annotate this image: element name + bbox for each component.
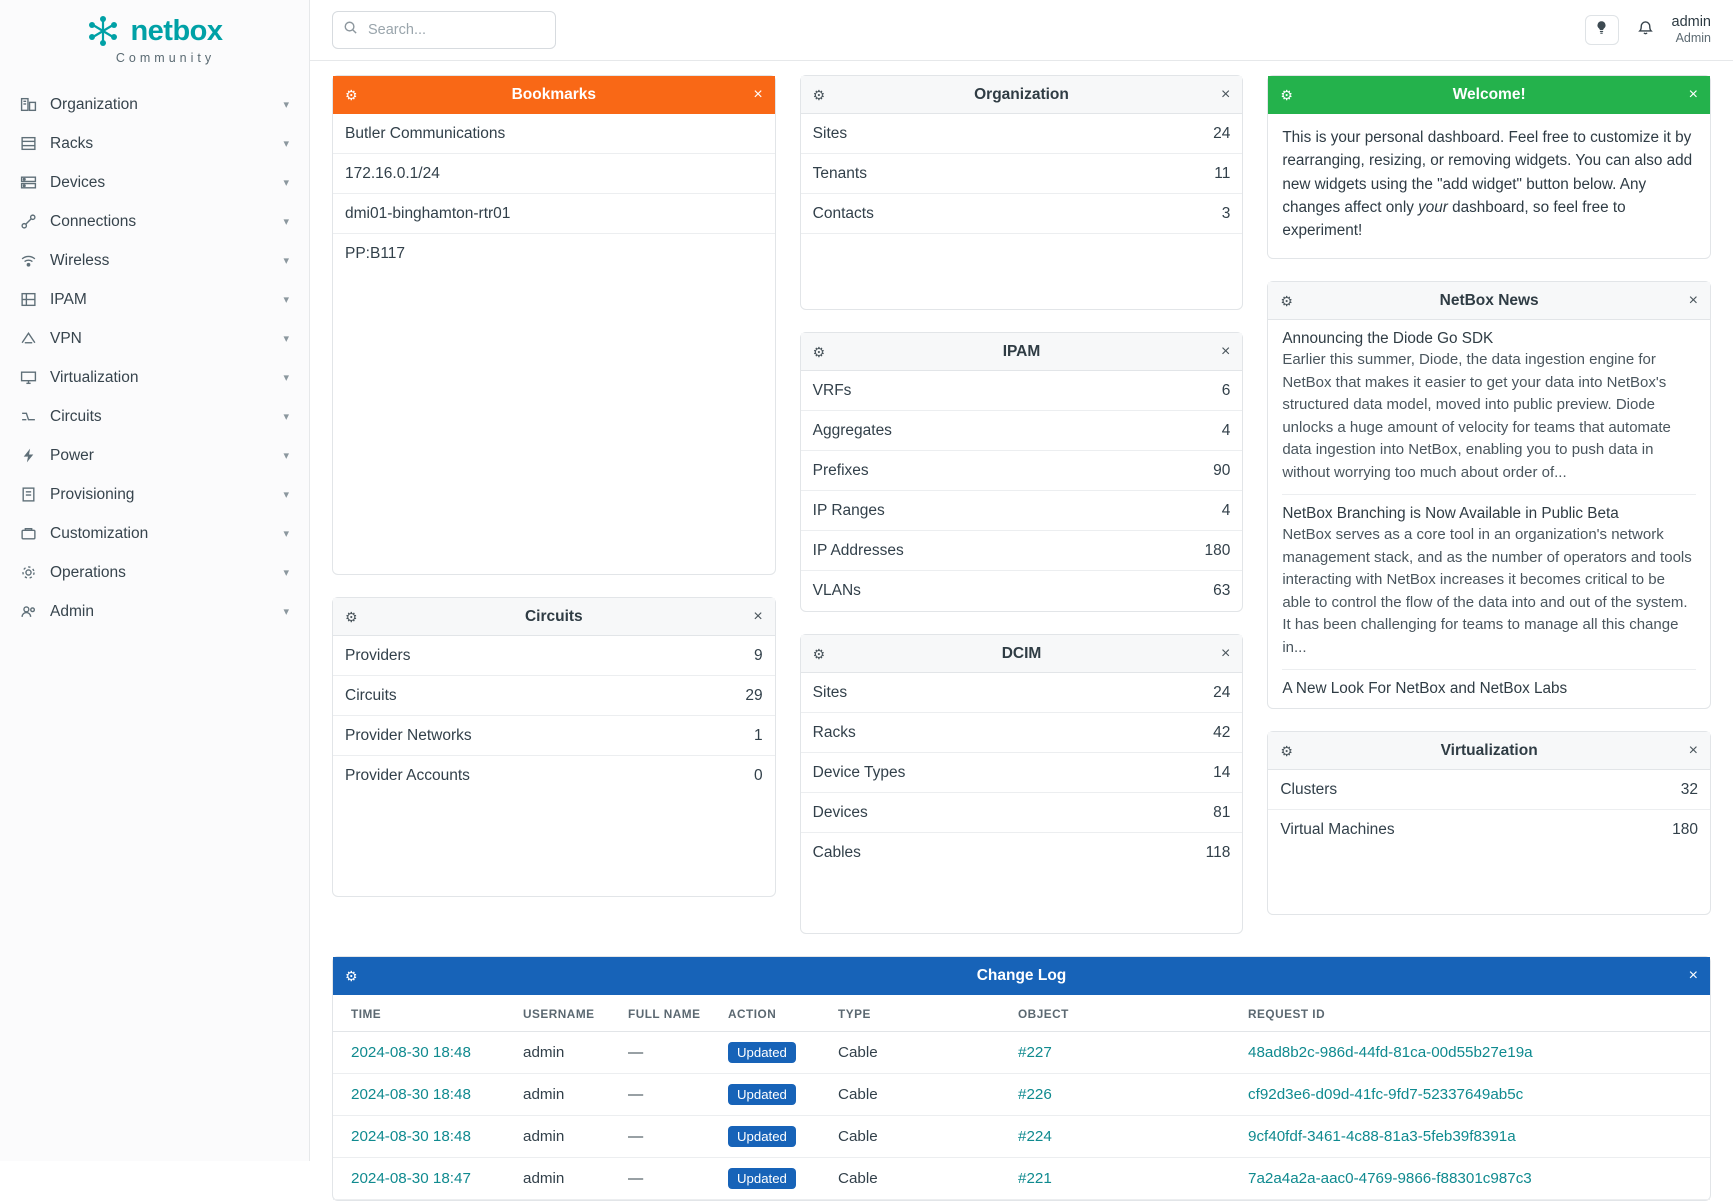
sidebar-item-circuits[interactable] — [0, 397, 309, 436]
virtualization-icon — [20, 369, 46, 386]
stat-label: IP Addresses — [812, 541, 904, 559]
stat-value: 9 — [754, 646, 763, 664]
changelog-time-link[interactable]: 2024-08-30 18:48 — [351, 1086, 471, 1103]
welcome-text-part1: This is your personal dashboard. Feel free to customize it by rearranging, resizing, or removing widgets. You can also add new widgets using the "add widget" button below. Any changes affect only — [1282, 129, 1693, 216]
list-item[interactable] — [801, 571, 1243, 611]
widget-header — [801, 635, 1243, 673]
stat-value: 180 — [1204, 541, 1231, 559]
chevron-down-icon: ▾ — [283, 372, 289, 384]
operations-icon — [20, 564, 46, 581]
close-icon[interactable]: × — [1688, 966, 1698, 984]
gear-icon[interactable]: ⚙ — [1280, 86, 1293, 103]
close-icon[interactable]: × — [1220, 644, 1231, 662]
list-item[interactable] — [801, 673, 1243, 713]
close-icon[interactable]: × — [1220, 85, 1231, 103]
news-summary: NetBox serves as a core tool in an organization's network management stack, and as the number of operators and tools interacting with NetBox increases it becomes critical to be able to control the flow of the data into and out of the system. It has been challenging for teams to manage all this change in... — [1282, 526, 1692, 656]
list-item[interactable] — [333, 756, 775, 796]
close-icon[interactable]: × — [753, 85, 763, 103]
list-item[interactable] — [801, 114, 1243, 154]
changelog-username: admin — [513, 1158, 618, 1200]
changelog-time-link[interactable]: 2024-08-30 18:48 — [351, 1128, 471, 1145]
changelog-fullname: — — [618, 1158, 718, 1200]
changelog-username: admin — [513, 1074, 618, 1116]
changelog-request-id-link[interactable]: 7a2a4a2a-aac0-4769-9866-f88301c987c3 — [1248, 1170, 1532, 1187]
widget-ipam — [800, 332, 1244, 612]
stat-value: 4 — [1221, 421, 1231, 439]
gear-icon[interactable]: ⚙ — [345, 967, 358, 984]
column-header-action[interactable]: ACTION — [718, 995, 828, 1032]
chevron-down-icon: ▾ — [283, 99, 289, 111]
chevron-down-icon: ▾ — [283, 177, 289, 189]
chevron-down-icon: ▾ — [283, 216, 289, 228]
dashboard-column-2 — [800, 75, 1244, 934]
stat-value: 42 — [1213, 723, 1231, 741]
stat-value: 29 — [745, 686, 763, 704]
stat-label: Virtual Machines — [1280, 821, 1395, 839]
chevron-down-icon: ▾ — [283, 528, 289, 540]
gear-icon[interactable]: ⚙ — [1280, 292, 1293, 309]
stat-label: Aggregates — [812, 421, 892, 439]
sidebar-item-label: Racks — [50, 134, 94, 152]
stat-value: 1 — [754, 726, 763, 744]
table-header-row — [333, 995, 1710, 1032]
dashboard-column-1 — [332, 75, 776, 897]
changelog-object-link[interactable]: #226 — [1018, 1086, 1052, 1103]
status-badge: Updated — [728, 1042, 796, 1063]
stat-label: Devices — [812, 803, 868, 821]
news-title: Announcing the Diode Go SDK — [1282, 330, 1494, 348]
status-badge: Updated — [728, 1168, 796, 1189]
brand[interactable] — [0, 0, 309, 75]
changelog-fullname: — — [618, 1074, 718, 1116]
chevron-down-icon: ▾ — [283, 294, 289, 306]
changelog-type: Cable — [828, 1158, 1008, 1200]
welcome-text — [1268, 114, 1710, 258]
sidebar-item-label: Devices — [50, 173, 106, 191]
stat-label: Racks — [812, 723, 856, 741]
widget-title: NetBox News — [1439, 291, 1539, 309]
stat-label: Prefixes — [812, 461, 869, 479]
widget-changelog — [332, 956, 1711, 1201]
table-row — [333, 1032, 1710, 1074]
sidebar-item-operations[interactable] — [0, 553, 309, 592]
changelog-fullname: — — [618, 1116, 718, 1158]
stat-value: 90 — [1213, 461, 1231, 479]
welcome-text-emphasis: your — [1418, 198, 1448, 216]
sidebar-item-admin[interactable] — [0, 592, 309, 631]
stat-value: 6 — [1221, 381, 1231, 399]
list-item[interactable] — [333, 234, 775, 274]
widget-title: Change Log — [976, 966, 1067, 984]
stat-label: Provider Networks — [345, 726, 472, 744]
sidebar-nav — [0, 85, 309, 631]
gear-icon[interactable]: ⚙ — [345, 608, 358, 625]
sidebar-item-label: Power — [50, 446, 94, 464]
close-icon[interactable]: × — [1220, 342, 1231, 360]
widget-title: Circuits — [524, 607, 583, 625]
widget-circuits — [332, 597, 776, 897]
list-item[interactable] — [801, 833, 1243, 873]
widget-virtualization — [1267, 731, 1711, 915]
lightbulb-icon — [1594, 20, 1609, 40]
column-header-object[interactable]: OBJECT — [1008, 995, 1238, 1032]
widget-header — [1268, 76, 1710, 114]
widget-title: Virtualization — [1440, 741, 1538, 759]
stat-label: Cables — [812, 844, 861, 861]
user-name: admin — [1671, 14, 1711, 31]
bookmarks-list — [333, 114, 775, 274]
chevron-down-icon: ▾ — [283, 255, 289, 267]
table-row — [333, 1074, 1710, 1116]
search-box[interactable] — [332, 11, 556, 49]
list-item[interactable] — [801, 713, 1243, 753]
sidebar-item-label: Organization — [50, 95, 138, 113]
close-icon[interactable]: × — [1688, 741, 1698, 759]
stat-label: Device Types — [812, 763, 906, 781]
list-item[interactable] — [333, 114, 775, 154]
device-icon — [20, 174, 46, 191]
sidebar-item-label: IPAM — [50, 290, 87, 308]
column-header-type[interactable]: TYPE — [828, 995, 1008, 1032]
news-title: NetBox Branching is Now Available in Public Beta — [1282, 505, 1619, 523]
organization-stats — [801, 114, 1243, 309]
welcome-text-part2: dashboard, so feel free to experiment! — [1282, 198, 1626, 239]
connection-icon — [20, 213, 46, 230]
sidebar-item-label: Provisioning — [50, 485, 135, 503]
sidebar-item-label: Connections — [50, 212, 137, 230]
stat-value: 180 — [1672, 821, 1698, 839]
sidebar — [0, 0, 310, 1161]
chevron-down-icon: ▾ — [283, 333, 289, 345]
chevron-down-icon: ▾ — [283, 606, 289, 618]
brand-subtitle: Community — [115, 51, 216, 65]
changelog-request-id-link[interactable]: 9cf40fdf-3461-4c88-81a3-5feb39f8391a — [1248, 1128, 1516, 1145]
ipam-icon — [20, 291, 46, 308]
user-menu[interactable] — [1672, 13, 1712, 47]
dashboard-column-3 — [1267, 75, 1711, 915]
theme-toggle-button[interactable] — [1585, 15, 1619, 45]
sidebar-item-racks[interactable] — [0, 124, 309, 163]
changelog-table — [333, 995, 1710, 1200]
column-header-fullname[interactable]: FULL NAME — [618, 995, 718, 1032]
sidebar-item-customization[interactable] — [0, 514, 309, 553]
gear-icon[interactable]: ⚙ — [812, 86, 826, 103]
list-item[interactable] — [801, 194, 1243, 234]
chevron-down-icon: ▾ — [283, 567, 289, 579]
sidebar-item-vpn[interactable] — [0, 319, 309, 358]
list-item[interactable] — [801, 793, 1243, 833]
list-item[interactable] — [1282, 505, 1696, 670]
stat-value: 11 — [1214, 164, 1231, 182]
stat-value: 14 — [1213, 763, 1231, 781]
widget-title: Organization — [974, 85, 1069, 103]
user-role: Admin — [1675, 31, 1711, 46]
stat-value: 81 — [1213, 803, 1231, 821]
stat-value: 3 — [1221, 204, 1231, 222]
stat-label: Clusters — [1280, 780, 1338, 798]
sidebar-item-organization[interactable] — [0, 85, 309, 124]
dcim-stats — [801, 673, 1243, 873]
widget-header — [333, 76, 775, 114]
stat-label: Sites — [812, 124, 848, 142]
widget-netbox-news — [1267, 281, 1711, 709]
circuits-icon — [20, 408, 46, 425]
news-summary: Earlier this summer, Diode, the data ingestion engine for NetBox that makes it easier to get your data into NetBox's structured data model, moved into public preview. Diode unlocks a huge amount of velocity for teams that automate data ingestion into NetBox, enabling you to push data in without worrying too much about order of... — [1282, 351, 1671, 481]
stat-value: 24 — [1213, 683, 1231, 701]
column-header-username[interactable]: USERNAME — [513, 995, 618, 1032]
close-icon[interactable]: × — [1688, 85, 1698, 103]
admin-icon — [20, 603, 46, 620]
news-list — [1268, 320, 1710, 708]
topbar-actions — [1585, 13, 1712, 47]
sidebar-item-label: Operations — [50, 563, 126, 581]
stat-value: 118 — [1205, 844, 1231, 861]
power-icon — [20, 447, 46, 464]
chevron-down-icon: ▾ — [283, 138, 289, 150]
changelog-time-link[interactable]: 2024-08-30 18:47 — [351, 1170, 471, 1187]
chevron-down-icon: ▾ — [283, 450, 289, 462]
notifications-button[interactable] — [1637, 19, 1654, 41]
list-item[interactable] — [801, 531, 1243, 571]
list-item[interactable] — [333, 676, 775, 716]
rack-icon — [20, 135, 46, 152]
stat-label: Sites — [812, 683, 848, 701]
sidebar-item-label: Wireless — [50, 251, 110, 269]
stat-label: Tenants — [812, 164, 867, 182]
widget-title: DCIM — [1001, 644, 1042, 662]
widget-organization — [800, 75, 1244, 310]
status-badge: Updated — [728, 1084, 796, 1105]
gear-icon[interactable]: ⚙ — [812, 645, 826, 662]
bookmark-label: Butler Communications — [345, 124, 506, 142]
widget-header — [801, 76, 1243, 114]
list-item[interactable] — [333, 716, 775, 756]
list-item[interactable] — [333, 636, 775, 676]
changelog-type: Cable — [828, 1074, 1008, 1116]
circuits-stats — [333, 636, 775, 796]
widget-dcim — [800, 634, 1244, 934]
widget-header — [801, 333, 1243, 371]
changelog-object-link[interactable]: #221 — [1018, 1170, 1052, 1187]
sidebar-item-power[interactable] — [0, 436, 309, 475]
main-content — [310, 0, 1733, 1187]
chevron-down-icon: ▾ — [283, 411, 289, 423]
stat-label: IP Ranges — [812, 501, 885, 519]
gear-icon[interactable]: ⚙ — [812, 343, 826, 360]
sidebar-item-label: VPN — [50, 329, 82, 347]
stat-label: VLANs — [812, 582, 861, 599]
table-row — [333, 1116, 1710, 1158]
gear-icon[interactable]: ⚙ — [1280, 742, 1293, 759]
org-icon — [20, 96, 46, 113]
list-item[interactable] — [801, 371, 1243, 411]
bookmark-label: PP:B117 — [345, 245, 406, 262]
ipam-stats — [801, 371, 1243, 611]
list-item[interactable] — [1268, 810, 1710, 850]
list-item[interactable] — [801, 451, 1243, 491]
stat-value: 63 — [1213, 582, 1231, 599]
sidebar-item-virtualization[interactable] — [0, 358, 309, 397]
sidebar-item-connections[interactable] — [0, 202, 309, 241]
bell-icon — [1637, 23, 1654, 40]
widget-header — [1268, 282, 1710, 320]
sidebar-item-label: Admin — [50, 602, 94, 620]
changelog-fullname: — — [618, 1032, 718, 1074]
table-row — [333, 1158, 1710, 1200]
list-item[interactable] — [1282, 330, 1696, 495]
stat-value: 32 — [1680, 780, 1698, 798]
stat-label: Circuits — [345, 686, 397, 704]
widget-header — [333, 957, 1710, 995]
search-input[interactable] — [366, 21, 545, 39]
widget-header — [1268, 732, 1710, 770]
sidebar-item-devices[interactable] — [0, 163, 309, 202]
widget-title: IPAM — [1002, 342, 1041, 360]
changelog-object-link[interactable]: #227 — [1018, 1044, 1052, 1061]
list-item[interactable] — [801, 411, 1243, 451]
changelog-object-link[interactable]: #224 — [1018, 1128, 1052, 1145]
list-item[interactable] — [801, 753, 1243, 793]
sidebar-item-label: Customization — [50, 524, 149, 542]
widget-title: Welcome! — [1452, 85, 1526, 103]
virtualization-stats — [1268, 770, 1710, 850]
provisioning-icon — [20, 486, 46, 503]
list-item[interactable] — [801, 491, 1243, 531]
stat-value: 4 — [1221, 501, 1231, 519]
bookmark-label: 172.16.0.1/24 — [345, 164, 440, 182]
close-icon[interactable]: × — [753, 607, 763, 625]
list-item[interactable] — [1268, 770, 1710, 810]
list-item[interactable] — [333, 154, 775, 194]
changelog-request-id-link[interactable]: cf92d3e6-d09d-41fc-9fd7-52337649ab5c — [1248, 1086, 1524, 1103]
list-item[interactable] — [801, 154, 1243, 194]
sidebar-item-provisioning[interactable] — [0, 475, 309, 514]
stat-value: 24 — [1213, 124, 1231, 142]
stat-value: 0 — [754, 767, 763, 784]
widget-title: Bookmarks — [511, 85, 597, 103]
widget-header — [333, 598, 775, 636]
sidebar-item-label: Virtualization — [50, 368, 139, 386]
column-header-request-id[interactable]: REQUEST ID — [1238, 995, 1710, 1032]
wireless-icon — [20, 252, 46, 269]
brand-name: netbox — [130, 14, 223, 47]
close-icon[interactable]: × — [1688, 291, 1698, 309]
column-header-time[interactable]: TIME — [333, 995, 513, 1032]
search-icon — [343, 20, 358, 40]
list-item[interactable] — [1282, 680, 1696, 700]
changelog-request-id-link[interactable]: 48ad8b2c-986d-44fd-81ca-00d55b27e19a — [1248, 1044, 1533, 1061]
status-badge: Updated — [728, 1126, 796, 1147]
stat-label: Providers — [345, 646, 411, 664]
stat-label: Provider Accounts — [345, 767, 470, 784]
chevron-down-icon: ▾ — [283, 489, 289, 501]
sidebar-item-ipam[interactable] — [0, 280, 309, 319]
stat-label: Contacts — [812, 204, 874, 222]
list-item[interactable] — [333, 194, 775, 234]
changelog-type: Cable — [828, 1116, 1008, 1158]
gear-icon[interactable]: ⚙ — [345, 86, 358, 103]
widget-welcome — [1267, 75, 1711, 259]
bookmark-label: dmi01-binghamton-rtr01 — [345, 204, 511, 222]
changelog-time-link[interactable]: 2024-08-30 18:48 — [351, 1044, 471, 1061]
sidebar-item-label: Circuits — [50, 407, 102, 425]
widget-bookmarks — [332, 75, 776, 575]
changelog-type: Cable — [828, 1032, 1008, 1074]
news-title: A New Look For NetBox and NetBox Labs — [1282, 680, 1568, 698]
netbox-logo-icon — [86, 14, 120, 48]
customization-icon — [20, 525, 46, 542]
topbar — [310, 0, 1733, 61]
changelog-username: admin — [513, 1032, 618, 1074]
sidebar-item-wireless[interactable] — [0, 241, 309, 280]
changelog-username: admin — [513, 1116, 618, 1158]
dashboard-grid — [310, 61, 1733, 934]
stat-label: VRFs — [812, 381, 852, 399]
vpn-icon — [20, 330, 46, 347]
